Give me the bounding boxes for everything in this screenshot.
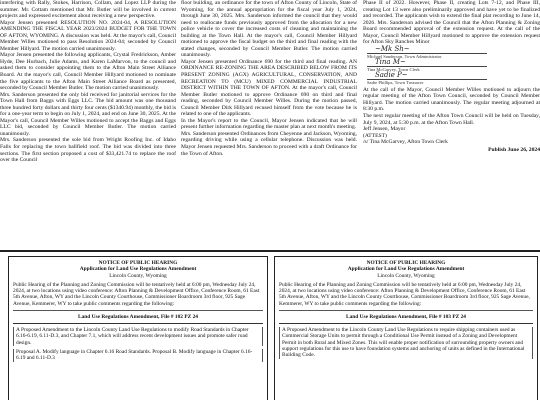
proposal-list: Proposal A. Modify language in Chapter 6.16 Road Standards. Proposal B. Modify language in Chapter 6.16-6.19 and 6.11-D.3 — [13, 349, 263, 362]
paragraph: interfering with Rally, Stokes, Harrison, Collam, and Lopez LLP during the summer. Mr. Cottam mentioned that Mr. Butler will be involved in current projects and expressed excitement about receiving a new perspective. — [0, 0, 176, 20]
divider — [13, 323, 263, 324]
paragraph: The next regular meeting of the Afton Town Council will be held on Tuesday, July 9, 2024, at 5:30 p.m. at the Afton Town Hall. — [363, 113, 540, 126]
paragraph: Mayor Jensen presented RESOLUTION NO. 2024-04, A RESOLUTION AMENDING THE FISCAL YEAR 2023/2024 BUDGET FOR THE TOWN OF AFTON, WYOMING. A discussion was held. At the mayor's call, Council Member Willes motioned to pass Resolution 2024-04; seconded by Council Member Hillyard. The motion carried unanimously. — [0, 19, 176, 52]
paragraph: Mrs. Sanderson presented Ordinances from Cheyenne and Jackson, Wyoming, regarding driving while using a cellular telephone. Discussion was held. Mayor Jensen requested Mrs. Sanderson to proceed with a draft Ordinance for the Town of Afton. — [181, 130, 357, 157]
hearing-details: Public Hearing of the Planning and Zoning Commission will be tentatively held at 6:00 pm, Wednesday July 24, 2024, at two locations using video conference: Afton Planning & Development Office, Conference Room, 61 East 5th Avenue, Afton, WY and the Lincoln County Courthouse, Commissioner Boardroom 3rd floor, 925 Sage Avenue, Kemmerer, WY to take public comments regarding the following: — [279, 282, 533, 311]
notice-title: NOTICE OF PUBLIC HEARING — [98, 260, 178, 266]
handwritten-signature: ~Mk Sh~ — [375, 44, 410, 53]
attest-label: (ATTEST) — [363, 132, 387, 139]
paragraph: Mrs. Sanderson presented the sole bid from Wright Roofing Inc. of Idaho Falls for replacing the town ballfield roof. The bid was divided into three sections. The first section proposed a cost of $33,421.74 to replace the roof over the Council — [0, 137, 176, 164]
notice-county: Lincoln County, Wyoming — [109, 272, 167, 279]
amendment-heading: Land Use Regulations Amendment, File # 103 PZ 24 — [346, 314, 466, 321]
paragraph: At the call of the Mayor, Council Member Willes motioned to adjourn the regular meeting of the Afton Town Council, seconded by Council Member Hillyard. The motion carried unanimously. The regular meeting adjourned at 8:30 p.m. — [363, 86, 540, 113]
paragraph: In the Mayor's report to the Council, Mayor Jensen indicated that he will present further information regarding the master plan at next month's meeting. — [181, 117, 357, 131]
proposal-text: A Proposed Amendment to the Lincoln County Land Use Regulations to modify Road Standards in Chapter 6.16-6.19, 6.11-D.3, and Chapter 7.1, which will address recent development issues and promote safer road design. — [13, 327, 263, 346]
publish-date: Publish June 26, 2024 — [488, 146, 540, 153]
divider — [279, 323, 533, 324]
paragraph: Mrs. Sanderson presented the only bid received for janitorial services for the Town Hall from Baggs with Eggs LLC. The bid amount was one thousand three hundred forty dollars and thirty four cents ($1340.94) monthly, the bid is for a one-year term to begin on July 1, 2024, and end on June 30, 2025. At the Mayor's call, Council Member Willes motioned to accept the Baggs and Eggs LLC bid, seconded by Council Member Butler. The motion carried unanimously. — [0, 91, 176, 137]
paragraph: Phase II of 2022. However, Phase II, creating Lots 7-12, and Phase III, creating Lot 13 were also preliminarily approved and have yet to be finalized and recorded. The applicants wish to extend the final plat recording to June 14, 2026. Mrs. Sanderson advised the Council that the Afton Planning & Zoning Board recommended approval of the extension request. At the call of the Mayor, Council Member Hillyard motioned to approve the extension request for Afton Sky Ranches Minor — [363, 0, 540, 46]
public-hearing-notice-left — [8, 256, 268, 400]
article-column-2 — [181, 0, 357, 246]
clerk-signature-text: /s/ Tina McGarvey, Afton Town Clerk — [363, 139, 448, 146]
handwritten-signature: Tina M~ — [375, 57, 406, 66]
proposal-text: A Proposed Amendment to the Lincoln County Land Use Regulations to require shipping containers used as Commercial Storage Units to permit through a Conditional Use Permit instead of a Zoning and Development Permit in both Rural and Mixed Zones. This will enable proper notification of surrounding property owners and support regulations for this use to have foundation systems and anchoring of units as defined in the International Building Code. — [279, 327, 533, 358]
signature-name: Tina McGarvey, Town Clerk — [367, 67, 420, 73]
article-column-3 — [363, 0, 540, 246]
signature-block — [367, 44, 540, 86]
paragraph: Mayor Jensen presented the following applicants, Crystal Fredrickson, Amber Hyde, Dee Hurbach, Julie Adams, and Karen LaMarvon, to the council and asked them to consider appointing them to the Afton Main Street Alliance Board. At the mayor's call, Council Member Hillyard motioned to nominate the five applicants to the Afton Main Street Alliance Board as presented, seconded by Council Member Butler. The motion carried unanimously. — [0, 52, 176, 92]
hearing-details: Public Hearing of the Planning and Zoning Commission will be tentatively held at 6:00 pm, Wednesday July 24, 2024, at two locations using video conference: Afton Planning & Development Office, Conference Room, 61 East 5th Avenue, Afton, WY and the Lincoln County Courthouse, Commissioner Boardroom 3rd floor, 925 Sage Avenue, Kemmerer, WY to take public comments regarding the following: — [13, 282, 263, 311]
paragraph: floor building, an ordinance for the town of Afton County of Lincoln, State of Wyoming, for the annual appropriation for the fiscal year July 1, 2024, through June 30, 2025. Mrs. Sanderson informed the council that they would need to reallocate funds previously approved from the allocation for a new police vehicle to cover the increased costs of cleaning and maintaining the building at the Town Hall. At the mayor's call, Council Member Hillyard motioned to approve the fiscal budget on the third and final reading with the stated changes, seconded by Council Member Butler. The motion carried unanimously. — [181, 0, 357, 59]
signature-name: Sadie Phillips, Town Treasurer — [367, 80, 424, 86]
public-hearing-notice-right — [274, 256, 538, 400]
notice-subtitle: Application for Land Use Regulations Amendment — [347, 266, 465, 273]
mayor-name: Jeff Jensen, Mayor — [363, 126, 406, 133]
signature-line — [367, 44, 487, 55]
amendment-heading: Land Use Regulations Amendment, File # 102 PZ 24 — [78, 314, 198, 321]
notice-title: NOTICE OF PUBLIC HEARING — [366, 260, 446, 266]
notice-county: Lincoln County, Wyoming — [377, 272, 435, 279]
paragraph: Mayor Jensen presented Ordinance 690 for the third and final reading. AN ORDINANCE RE-ZONING THE AREA DESCRIBED BELOW FROM ITS PRESENT ZONING (AGX) AGRICULTURAL, CONSERVATION, AND RECREATION TO (MCU) MIXED COMMERCIAL INDUSTRIAL DISTRICT WITHIN THE TOWN OF AFTON. At the mayor's call, Council Member Butler motioned to approve Ordinance 690 on third and final reading, seconded by Council Member Willes. During the motion passed, Council Member Dirk Hillyard recused himself from the vote because he is related to one of the applicants. — [181, 58, 357, 118]
handwritten-signature: Sadie P~ — [375, 70, 408, 79]
notice-subtitle: Application for Land Use Regulations Amendment — [79, 266, 197, 273]
article-column-1 — [0, 0, 176, 246]
section-divider — [0, 250, 540, 252]
signature-name: Michael Sanderson, Town Administrator — [367, 54, 442, 60]
